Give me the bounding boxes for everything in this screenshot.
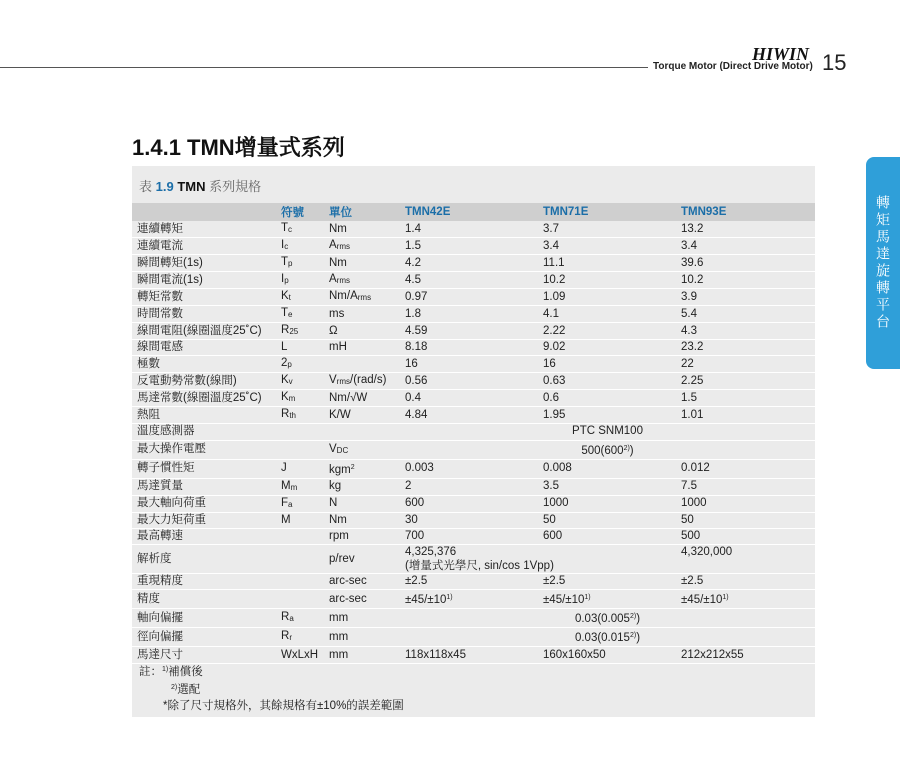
value-cell: 16 — [400, 356, 538, 373]
parameter-name: 線間電感 — [132, 340, 276, 356]
header-item — [132, 203, 276, 221]
unit-cell: K/W — [324, 407, 400, 424]
parameter-name: 時間常數 — [132, 306, 276, 323]
value-cell: 4.1 — [538, 306, 676, 323]
value-cell: 0.63 — [538, 373, 676, 390]
value-cell: 4,325,376 — [400, 545, 676, 560]
table-row — [132, 373, 815, 390]
value-cell: 1.4 — [400, 221, 538, 238]
value-cell: ±2.5 — [400, 574, 538, 590]
value-cell: 16 — [538, 356, 676, 373]
unit-cell: mH — [324, 340, 400, 356]
value-cell: 0.012 — [676, 459, 815, 478]
parameter-name: 極數 — [132, 356, 276, 373]
value-cell: 0.97 — [400, 289, 538, 306]
symbol-cell: $K_t$ — [276, 289, 324, 306]
parameter-name: 最大操作電壓 — [132, 440, 276, 459]
table-row — [132, 306, 815, 323]
table-row — [132, 340, 815, 356]
symbol-cell: WxLxH — [276, 647, 324, 663]
parameter-name: 最大力矩荷重 — [132, 512, 276, 528]
value-cell: 4.59 — [400, 323, 538, 340]
symbol-cell: $R_a$ — [276, 609, 324, 628]
value-cell: 600 — [400, 495, 538, 512]
table-row — [132, 647, 815, 663]
parameter-name: 瞬間電流(1s) — [132, 272, 276, 289]
symbol-cell — [276, 574, 324, 590]
value-cell: 0.008 — [538, 459, 676, 478]
table-row — [132, 528, 815, 544]
value-cell: 1.5 — [676, 390, 815, 407]
spec-table-panel — [132, 166, 815, 717]
table-row — [132, 424, 815, 440]
table-row — [132, 289, 815, 306]
value-cell: 5.4 — [676, 306, 815, 323]
header-symbol: 符號 — [276, 203, 324, 221]
unit-cell: $Nm/A_{rms}$ — [324, 289, 400, 306]
parameter-name: 徑向偏擺 — [132, 628, 276, 647]
value-cell: 160x160x50 — [538, 647, 676, 663]
unit-cell: Nm — [324, 255, 400, 272]
parameter-name: 線間電阻(線圈溫度25˚C) — [132, 323, 276, 340]
value-cell — [676, 559, 815, 574]
parameter-name: 轉矩常數 — [132, 289, 276, 306]
symbol-cell — [276, 424, 324, 440]
table-row — [132, 459, 815, 478]
value-cell: 1.8 — [400, 306, 538, 323]
value-cell: $\pm 45/\pm 10^{1)}$ — [538, 590, 676, 609]
value-cell: ±2.5 — [676, 574, 815, 590]
value-cell: 500 — [676, 528, 815, 544]
unit-cell: $A_{rms}$ — [324, 272, 400, 289]
table-row — [132, 272, 815, 289]
unit-cell: mm — [324, 628, 400, 647]
table-row — [132, 590, 815, 609]
unit-cell: p/rev — [324, 545, 400, 574]
table-notes: 註：$^{1)}$補償後 $^{2)}$選配 *除了尺寸規格外，其餘規格有±10%的誤差範圍 — [139, 666, 404, 712]
value-cell: 2.25 — [676, 373, 815, 390]
value-cell: 2.22 — [538, 323, 676, 340]
side-chapter-tab[interactable] — [866, 157, 900, 369]
symbol-cell — [276, 545, 324, 574]
unit-cell — [324, 424, 400, 440]
value-cell: 1.5 — [400, 238, 538, 255]
symbol-cell: $R_{25}$ — [276, 323, 324, 340]
table-row — [132, 609, 815, 628]
header-subtitle: Torque Motor (Direct Drive Motor) — [653, 61, 813, 72]
parameter-name: 馬達常數(線圈溫度25˚C) — [132, 390, 276, 407]
value-cell: 3.4 — [676, 238, 815, 255]
unit-cell: ms — [324, 306, 400, 323]
value-cell: 1.95 — [538, 407, 676, 424]
symbol-cell: $K_m$ — [276, 390, 324, 407]
value-cell: 9.02 — [538, 340, 676, 356]
parameter-name: 最高轉速 — [132, 528, 276, 544]
parameter-name: 精度 — [132, 590, 276, 609]
value-cell: 0.4 — [400, 390, 538, 407]
symbol-cell: J — [276, 459, 324, 478]
header-rule — [0, 67, 648, 68]
section-title: 1.4.1 TMN增量式系列 — [132, 135, 345, 160]
value-cell: 11.1 — [538, 255, 676, 272]
value-cell: 3.5 — [538, 478, 676, 495]
table-row — [132, 221, 815, 238]
value-cell: 22 — [676, 356, 815, 373]
unit-cell: $V_{rms}/(rad/s)$ — [324, 373, 400, 390]
parameter-name: 最大軸向荷重 — [132, 495, 276, 512]
value-cell: 4.2 — [400, 255, 538, 272]
parameter-name: 馬達質量 — [132, 478, 276, 495]
header-tmn93e: TMN93E — [676, 203, 815, 221]
symbol-cell: $K_v$ — [276, 373, 324, 390]
value-cell: 0.003 — [400, 459, 538, 478]
value-cell: 118x118x45 — [400, 647, 538, 663]
value-cell: 212x212x55 — [676, 647, 815, 663]
table-row — [132, 356, 815, 373]
parameter-name: 連續轉矩 — [132, 221, 276, 238]
parameter-name: 重現精度 — [132, 574, 276, 590]
symbol-cell — [276, 440, 324, 459]
merged-value-cell: 500(600$^{2)}$) — [400, 440, 815, 459]
value-cell: 8.18 — [400, 340, 538, 356]
value-cell: 23.2 — [676, 340, 815, 356]
unit-cell: Ω — [324, 323, 400, 340]
symbol-cell: $I_p$ — [276, 272, 324, 289]
unit-cell: mm — [324, 647, 400, 663]
parameter-name: 溫度感測器 — [132, 424, 276, 440]
table-row — [132, 390, 815, 407]
table-caption: 表 1.9 TMN 系列規格 — [139, 179, 262, 194]
unit-cell: N — [324, 495, 400, 512]
symbol-cell: M — [276, 512, 324, 528]
value-cell: 0.6 — [538, 390, 676, 407]
value-cell: 1.01 — [676, 407, 815, 424]
unit-cell: kg — [324, 478, 400, 495]
unit-cell: arc-sec — [324, 574, 400, 590]
symbol-cell: $F_a$ — [276, 495, 324, 512]
header-unit: 單位 — [324, 203, 400, 221]
unit-cell: rpm — [324, 528, 400, 544]
table-row — [132, 628, 815, 647]
value-cell: 10.2 — [676, 272, 815, 289]
unit-cell: Nm/√W — [324, 390, 400, 407]
symbol-cell: L — [276, 340, 324, 356]
value-cell: 3.7 — [538, 221, 676, 238]
header-tmn71e: TMN71E — [538, 203, 676, 221]
value-cell: 4.3 — [676, 323, 815, 340]
value-cell: $\pm 45/\pm 10^{1)}$ — [400, 590, 538, 609]
value-cell: 13.2 — [676, 221, 815, 238]
value-cell: ±2.5 — [538, 574, 676, 590]
parameter-name: 解析度 — [132, 545, 276, 574]
value-cell: $\pm 45/\pm 10^{1)}$ — [676, 590, 815, 609]
side-tab-label: 轉矩馬達旋轉平台 — [875, 195, 891, 331]
value-cell: 700 — [400, 528, 538, 544]
merged-value-cell: 0.03(0.005$^{2)}$) — [400, 609, 815, 628]
value-cell: 1000 — [676, 495, 815, 512]
header-tmn42e: TMN42E — [400, 203, 538, 221]
parameter-name: 瞬間轉矩(1s) — [132, 255, 276, 272]
table-row — [132, 574, 815, 590]
value-cell: 1000 — [538, 495, 676, 512]
table-row — [132, 255, 815, 272]
table-row — [132, 323, 815, 340]
brand-logo: HIWIN — [752, 44, 810, 64]
spec-table — [132, 203, 815, 664]
value-cell: 7.5 — [676, 478, 815, 495]
symbol-cell: $M_m$ — [276, 478, 324, 495]
value-cell: 39.6 — [676, 255, 815, 272]
unit-cell: mm — [324, 609, 400, 628]
table-row — [132, 238, 815, 255]
unit-cell: Nm — [324, 221, 400, 238]
value-note: (增量式光學尺, sin/cos 1Vpp) — [400, 559, 676, 574]
parameter-name: 連續電流 — [132, 238, 276, 255]
table-row — [132, 512, 815, 528]
parameter-name: 熱阻 — [132, 407, 276, 424]
symbol-cell: $T_e$ — [276, 306, 324, 323]
unit-cell — [324, 356, 400, 373]
unit-cell: Nm — [324, 512, 400, 528]
symbol-cell: $I_c$ — [276, 238, 324, 255]
parameter-name: 反電動勢常數(線間) — [132, 373, 276, 390]
symbol-cell: $R_r$ — [276, 628, 324, 647]
parameter-name: 軸向偏擺 — [132, 609, 276, 628]
merged-value-cell: 0.03(0.015$^{2)}$) — [400, 628, 815, 647]
value-cell: 50 — [676, 512, 815, 528]
table-row — [132, 495, 815, 512]
symbol-cell: $T_p$ — [276, 255, 324, 272]
unit-cell: arc-sec — [324, 590, 400, 609]
value-cell: 3.9 — [676, 289, 815, 306]
table-header-row — [132, 203, 815, 221]
value-cell: 2 — [400, 478, 538, 495]
symbol-cell: $2_p$ — [276, 356, 324, 373]
value-cell: 4.5 — [400, 272, 538, 289]
value-cell: 600 — [538, 528, 676, 544]
value-cell: 4,320,000 — [676, 545, 815, 560]
unit-cell: $V_{DC}$ — [324, 440, 400, 459]
symbol-cell — [276, 528, 324, 544]
table-row — [132, 545, 815, 560]
parameter-name: 轉子慣性矩 — [132, 459, 276, 478]
parameter-name: 馬達尺寸 — [132, 647, 276, 663]
table-row — [132, 407, 815, 424]
symbol-cell — [276, 590, 324, 609]
symbol-cell: $T_c$ — [276, 221, 324, 238]
table-row — [132, 440, 815, 459]
value-cell: 50 — [538, 512, 676, 528]
table-row — [132, 478, 815, 495]
value-cell: 0.56 — [400, 373, 538, 390]
unit-cell: kgm$^2$ — [324, 459, 400, 478]
symbol-cell: $R_{th}$ — [276, 407, 324, 424]
merged-value-cell: PTC SNM100 — [400, 424, 815, 440]
value-cell: 4.84 — [400, 407, 538, 424]
value-cell: 10.2 — [538, 272, 676, 289]
value-cell: 3.4 — [538, 238, 676, 255]
value-cell: 1.09 — [538, 289, 676, 306]
value-cell: 30 — [400, 512, 538, 528]
unit-cell: $A_{rms}$ — [324, 238, 400, 255]
page-number: 15 — [822, 50, 847, 75]
